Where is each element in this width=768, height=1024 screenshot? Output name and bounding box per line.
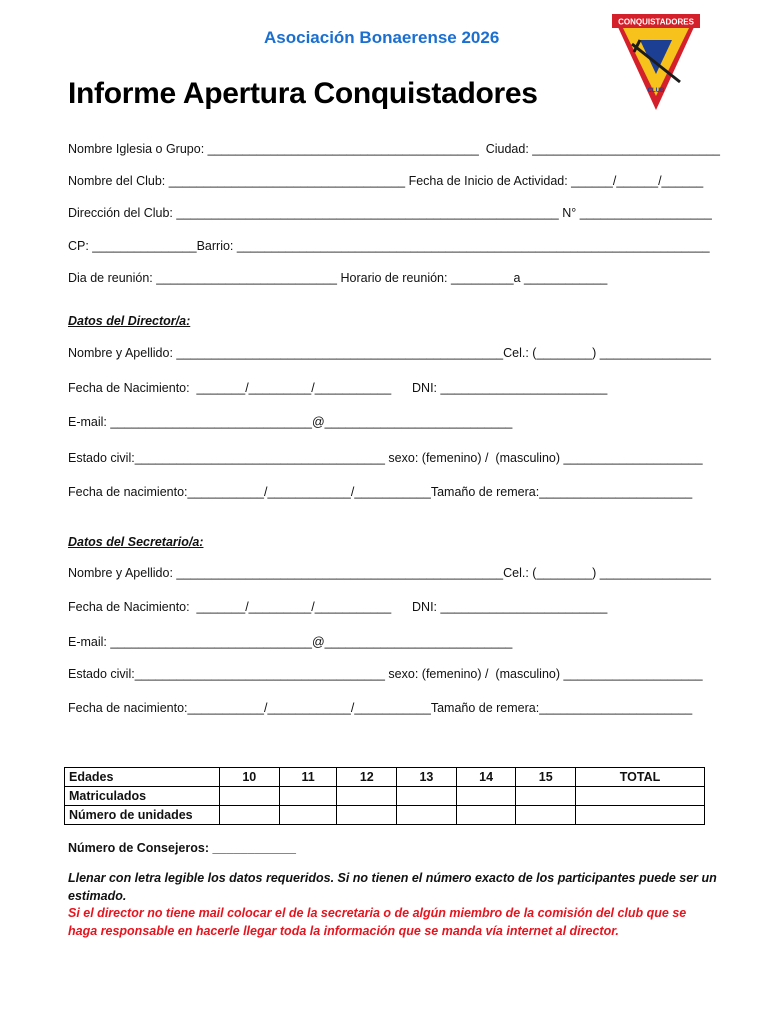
header-cell: Edades <box>65 768 220 787</box>
table-cell[interactable] <box>279 787 337 806</box>
ages-table <box>64 767 705 825</box>
cp-neighborhood-field[interactable]: CP: _______________Barrio: ____________________________________________________________________ <box>68 239 710 253</box>
club-start-date-field[interactable]: Nombre del Club: __________________________________ Fecha de Inicio de Actividad: ______/______/______ <box>68 174 704 188</box>
table-cell[interactable] <box>220 787 280 806</box>
secretary-birth-dni-field[interactable]: Fecha de Nacimiento: _______/_________/___________ DNI: ________________________ <box>68 600 608 614</box>
instructions-note: Llenar con letra legible los datos requeridos. Si no tienen el número exacto de los participantes puede ser un estimado. <box>68 871 717 903</box>
table-cell[interactable] <box>337 787 397 806</box>
director-birth-shirt-field[interactable]: Fecha de nacimiento:___________/____________/___________Tamaño de remera:______________________ <box>68 485 693 499</box>
table-row <box>65 806 705 825</box>
church-city-field[interactable]: Nombre Iglesia o Grupo: _______________________________________ Ciudad: ___________________________ <box>68 142 720 156</box>
director-civil-sex-field[interactable]: Estado civil:____________________________________ sexo: (femenino) / (masculino) ____________________ <box>68 451 703 465</box>
header-cell: 11 <box>279 768 337 787</box>
meeting-day-time-field[interactable]: Dia de reunión: __________________________ Horario de reunión: _________a ____________ <box>68 271 608 285</box>
secretary-name-phone-field[interactable]: Nombre y Apellido: _______________________________________________Cel.: (________) ________________ <box>68 566 711 580</box>
header-cell: 15 <box>516 768 576 787</box>
table-cell[interactable] <box>279 806 337 825</box>
table-row <box>65 787 705 806</box>
table-cell[interactable] <box>456 787 516 806</box>
director-heading: Datos del Director/a: <box>68 314 191 328</box>
header-cell: 14 <box>456 768 516 787</box>
table-cell[interactable] <box>516 787 576 806</box>
row-label: Matriculados <box>65 787 220 806</box>
association-title: Asociación Bonaerense 2026 <box>264 28 500 47</box>
table-cell[interactable] <box>456 806 516 825</box>
table-cell[interactable] <box>337 806 397 825</box>
secretary-birth-shirt-field[interactable]: Fecha de nacimiento:___________/____________/___________Tamaño de remera:______________________ <box>68 701 693 715</box>
table-header-row <box>65 768 705 787</box>
header-cell: 12 <box>337 768 397 787</box>
table-cell[interactable] <box>397 787 457 806</box>
secretary-civil-sex-field[interactable]: Estado civil:____________________________________ sexo: (femenino) / (masculino) ____________________ <box>68 667 703 681</box>
header-cell: TOTAL <box>576 768 705 787</box>
header-cell: 10 <box>220 768 280 787</box>
director-name-phone-field[interactable]: Nombre y Apellido: _______________________________________________Cel.: (________) ________________ <box>68 346 711 360</box>
email-warning-note: Si el director no tiene mail colocar el de la secretaria o de algún miembro de la comisión del club que se haga responsable en hacerle llegar toda la información que se manda vía internet al director. <box>68 906 687 938</box>
header-cell: 13 <box>397 768 457 787</box>
logo-text-bottom: CLUB <box>647 88 665 94</box>
counselors-field[interactable]: Número de Consejeros: ____________ <box>68 841 296 855</box>
director-email-field[interactable]: E-mail: _____________________________@___________________________ <box>68 415 513 429</box>
secretary-heading: Datos del Secretario/a: <box>68 535 204 549</box>
table-cell[interactable] <box>576 806 705 825</box>
logo-text-top: CONQUISTADORES <box>618 17 694 27</box>
table-cell[interactable] <box>397 806 457 825</box>
pathfinder-logo <box>610 12 702 112</box>
table-cell[interactable] <box>516 806 576 825</box>
table-cell[interactable] <box>220 806 280 825</box>
row-label: Número de unidades <box>65 806 220 825</box>
page-title: Informe Apertura Conquistadores <box>68 77 538 110</box>
club-address-field[interactable]: Dirección del Club: _______________________________________________________ N° ___________________ <box>68 206 712 220</box>
director-birth-dni-field[interactable]: Fecha de Nacimiento: _______/_________/___________ DNI: ________________________ <box>68 381 608 395</box>
secretary-email-field[interactable]: E-mail: _____________________________@___________________________ <box>68 635 513 649</box>
table-cell[interactable] <box>576 787 705 806</box>
